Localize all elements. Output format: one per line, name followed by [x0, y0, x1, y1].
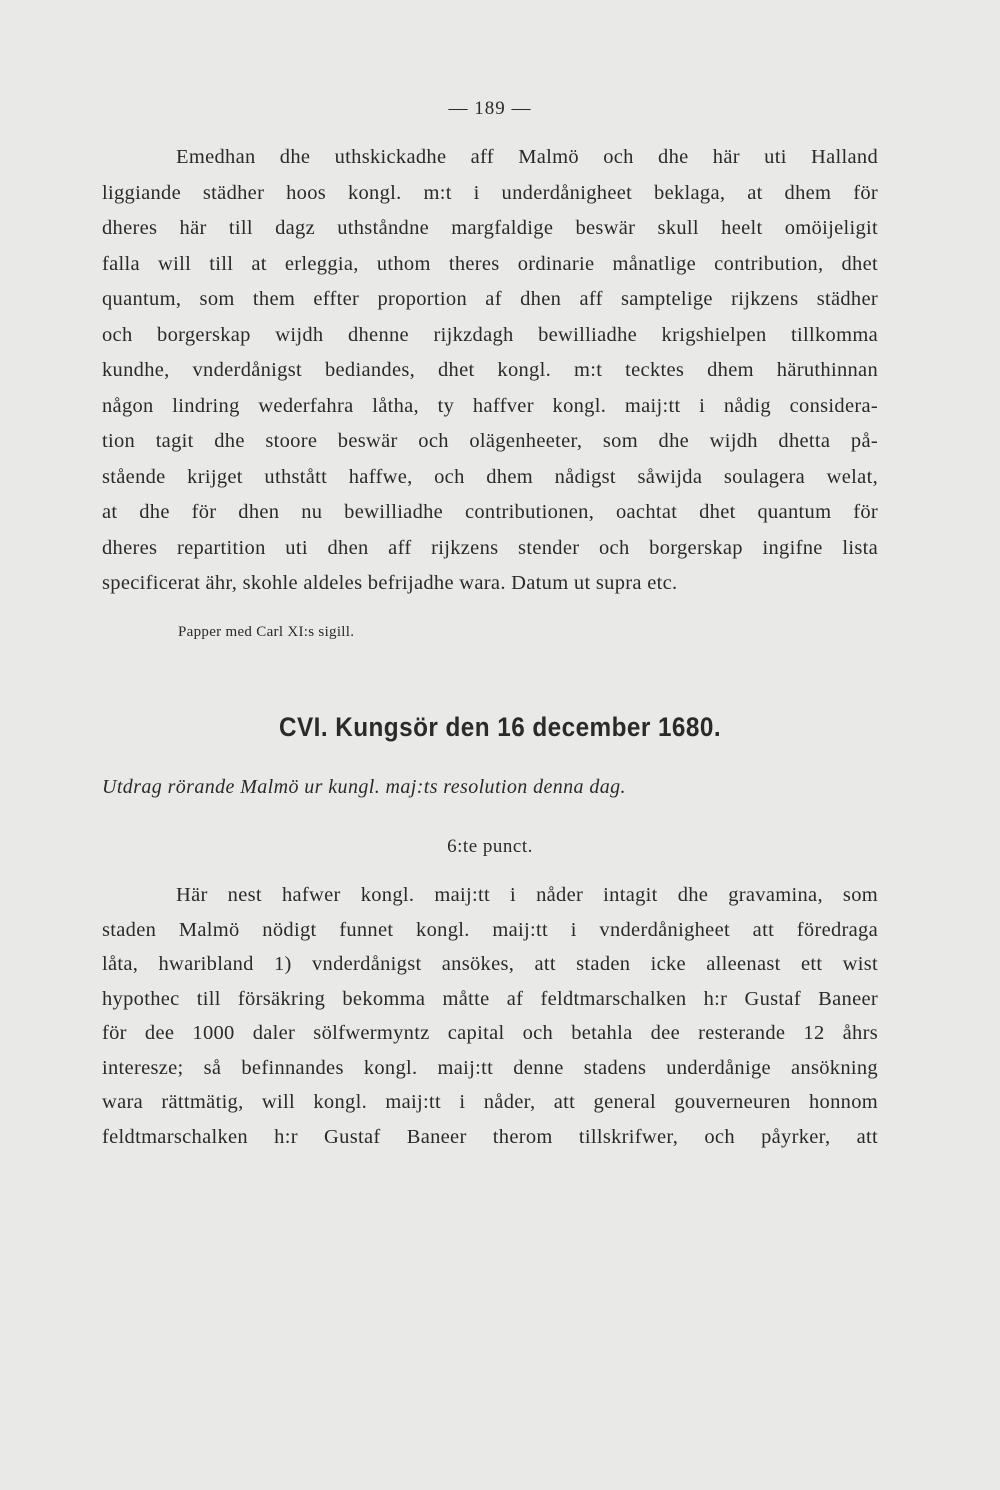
- paragraph-letter-text: [102, 140, 878, 602]
- text-line: wara rättmätig, will kongl. maij:tt i nåder, att general gouverneuren honnom: [102, 1091, 878, 1113]
- text-line: quantum, som them effter proportion af dhen aff samptelige rijkzens städher: [102, 288, 878, 310]
- text-line: at dhe för dhen nu bewilliadhe contributionen, oachtat dhet quantum för: [102, 501, 878, 523]
- document-heading: CVI. Kungsör den 16 december 1680.: [278, 712, 722, 742]
- text-line: dheres repartition uti dhen aff rijkzens stender och borgerskap ingifne lista: [102, 536, 878, 559]
- text-line: feldtmarschalken h:r Gustaf Baneer therom tillskrifwer, och påyrker, att: [102, 1125, 878, 1148]
- text-line: tion tagit dhe stoore beswär och olägenheeter, som dhe wijdh dhetta på-: [102, 430, 878, 452]
- text-line: låta, hwaribland 1) vnderdånigst ansökes, att staden icke alleenast ett wist: [102, 953, 878, 975]
- text-line: Här nest hafwer kongl. maij:tt i nåder intagit dhe gravamina, som: [176, 884, 878, 906]
- seal-note: Papper med Carl XI:s sigill.: [178, 624, 355, 640]
- document-subtitle: Utdrag rörande Malmö ur kungl. maj:ts resolution denna dag.: [102, 776, 626, 798]
- section-label: 6:te punct.: [447, 836, 533, 857]
- text-line: Emedhan dhe uthskickadhe aff Malmö och dhe här uti Halland: [176, 146, 878, 168]
- text-line: liggiande städher hoos kongl. m:t i underdånigheet beklaga, at dhem för: [102, 181, 878, 204]
- page-number: — 189 —: [448, 98, 532, 119]
- text-line: och borgerskap wijdh dhenne rijkzdagh bewilliadhe krigshielpen tillkomma: [102, 323, 878, 346]
- text-line: hypothec till försäkring bekomma måtte af feldtmarschalken h:r Gustaf Baneer: [102, 987, 878, 1010]
- text-line: specificerat ähr, skohle aldeles befrijadhe wara. Datum ut supra etc.: [102, 572, 678, 594]
- text-line: någon lindring wederfahra låtha, ty haffver kongl. maij:tt i nådig considera-: [102, 394, 878, 417]
- text-line: stående krijget uthstått haffwe, och dhem nådigst såwijda soulagera welat,: [102, 465, 878, 488]
- text-line: falla will till at erleggia, uthom theres ordinarie månatlige contribution, dhet: [102, 252, 878, 275]
- paragraph-resolution-text: [102, 878, 878, 1154]
- text-line: staden Malmö nödigt funnet kongl. maij:tt i vnderdånigheet att föredraga: [102, 918, 878, 941]
- text-line: för dee 1000 daler sölfwermyntz capital och betahla dee resterande 12 åhrs: [102, 1022, 878, 1044]
- text-line: dheres här till dagz uthståndne margfaldige beswär skull heelt omöijeligit: [102, 217, 878, 239]
- text-line: kundhe, vnderdånigst bediandes, dhet kongl. m:t tecktes dhem häruthinnan: [102, 359, 878, 381]
- text-line: interesze; så befinnandes kongl. maij:tt denne stadens underdånige ansökning: [102, 1056, 878, 1079]
